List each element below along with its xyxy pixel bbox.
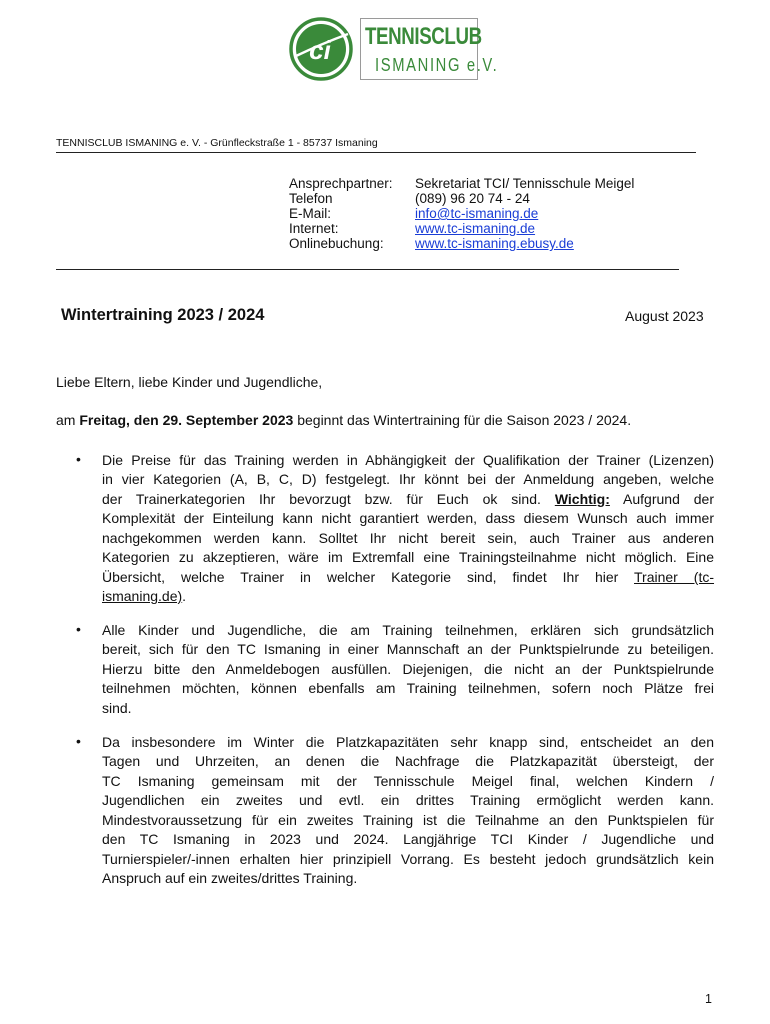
- online-booking-link[interactable]: www.tc-ismaning.ebusy.de: [415, 236, 574, 251]
- bullet2-line: bereit, sich für den TC Ismaning in einer Mannschaft an der Punktspielrunde zu beteiligen.: [102, 641, 714, 657]
- bullet1-line: [102, 587, 714, 607]
- intro-sentence: [56, 412, 631, 428]
- trainer-link-continued[interactable]: ismaning.de): [102, 588, 183, 604]
- bullet3-line: Anspruch auf ein zweites/drittes Training.: [102, 870, 358, 886]
- bullet2-line: teilnehmen möchten, können ebenfalls am Training teilnehmen, sofern noch Plätze frei: [102, 680, 714, 696]
- club-logo: [288, 14, 499, 84]
- website-link[interactable]: www.tc-ismaning.de: [415, 221, 536, 236]
- intro-start-date: Freitag, den 29. September 2023: [79, 412, 294, 428]
- bullet1-line: in vier Kategorien (A, B, C, D) festgelegt. Ihr könnt bei der Anmeldung angeben, welche: [102, 471, 714, 487]
- sender-address: TENNISCLUB ISMANING e. V. - Grünfleckstraße 1 - 85737 Ismaning: [56, 137, 378, 149]
- contact-value: Sekretariat TCI/ Tennisschule Meigel: [415, 176, 635, 191]
- logo-line2: ISMANING e.V.: [375, 55, 499, 75]
- page-number: 1: [705, 992, 712, 1006]
- document-title: Wintertraining 2023 / 2024: [61, 306, 265, 324]
- email-link[interactable]: info@tc-ismaning.de: [415, 206, 539, 221]
- bullet1-line: Komplexität der Einteilung kann nicht garantiert werden, dass diesem Wunsch auch immer: [102, 510, 714, 526]
- greeting: Liebe Eltern, liebe Kinder und Jugendliche,: [56, 374, 323, 390]
- bullet3-line: Mindestvoraussetzung für ein zweites Training ist die Teilnahme an den Punktspielen für: [102, 812, 714, 828]
- contact-label: Ansprechpartner:: [289, 176, 393, 191]
- contact-label: Internet:: [289, 221, 339, 236]
- tennis-emblem-icon: [288, 16, 354, 82]
- divider-contact: [56, 269, 679, 270]
- bullet3-line: TC Ismaning gemeinsam mit der Tennisschule Meigel final, welchen Kindern /: [102, 773, 714, 789]
- contact-label: Onlinebuchung:: [289, 236, 384, 251]
- bullet1-line: [102, 490, 714, 510]
- important-label: Wichtig:: [554, 491, 610, 507]
- logo-wordmark: [360, 18, 499, 80]
- bullet3-line: Turnierspieler/-innen erhalten hier prinzipiell Vorrang. Es besteht jedoch grundsätzlich kein: [102, 851, 714, 867]
- emblem-letters: ci: [309, 35, 331, 65]
- bullet1-text: Übersicht, welche Trainer in welcher Kategorie sind, findet Ihr hier: [102, 569, 619, 585]
- bullet3-line: den TC Ismaning in 2023 und 2024. Langjährige TCI Kinder / Jugendliche und: [102, 831, 714, 847]
- contact-label: E-Mail:: [289, 206, 332, 221]
- bullet-marker: •: [76, 621, 81, 637]
- bullet2-line: Alle Kinder und Jugendliche, die am Training teilnehmen, erklären sich grundsätzlich: [102, 622, 714, 638]
- trainer-link[interactable]: Trainer (tc-: [634, 569, 715, 585]
- contact-label: Telefon: [289, 191, 333, 206]
- bullet1-text: Aufgrund der: [623, 491, 715, 507]
- bullet-marker: •: [76, 733, 81, 749]
- bullet3-line: Jugendlichen ein zweites und evtl. ein drittes Training ermöglicht werden kann.: [102, 792, 714, 808]
- contact-phone: (089) 96 20 74 - 24: [415, 191, 530, 206]
- bullet-marker: •: [76, 451, 81, 467]
- bullet1-line: [102, 568, 714, 588]
- intro-prefix: am: [56, 412, 80, 428]
- bullet2-line: sind.: [102, 700, 132, 716]
- bullet1-line: Die Preise für das Training werden in Abhängigkeit der Qualifikation der Trainer (Lizenzen): [102, 452, 714, 468]
- document-date: August 2023: [625, 308, 704, 324]
- intro-suffix: beginnt das Wintertraining für die Saison 2023 / 2024.: [293, 412, 632, 428]
- bullet1-line: nachgekommen werden kann. Solltet Ihr nicht bereit sein, auch Trainer aus anderen: [102, 530, 714, 546]
- logo-line1: TENNISCLUB: [365, 23, 482, 50]
- bullet3-line: Tagen und Uhrzeiten, an denen die Nachfrage die Platzkapazität übersteigt, der: [102, 753, 714, 769]
- bullet3-line: Da insbesondere im Winter die Platzkapazitäten sehr knapp sind, entscheidet an den: [102, 734, 714, 750]
- bullet1-text: der Trainerkategorien Ihr bevorzugt bzw. für Euch ok sind.: [102, 491, 541, 507]
- bullet1-text: .: [182, 588, 187, 604]
- bullet2-line: Hierzu bitte den Anmeldebogen ausfüllen. Diejenigen, die nicht an der Punktspielrunde: [102, 661, 714, 677]
- divider-top: [56, 152, 696, 153]
- bullet1-line: Kategorien zu akzeptieren, wäre im Extremfall eine Trainingsteilnahme nicht möglich. Eine: [102, 549, 714, 565]
